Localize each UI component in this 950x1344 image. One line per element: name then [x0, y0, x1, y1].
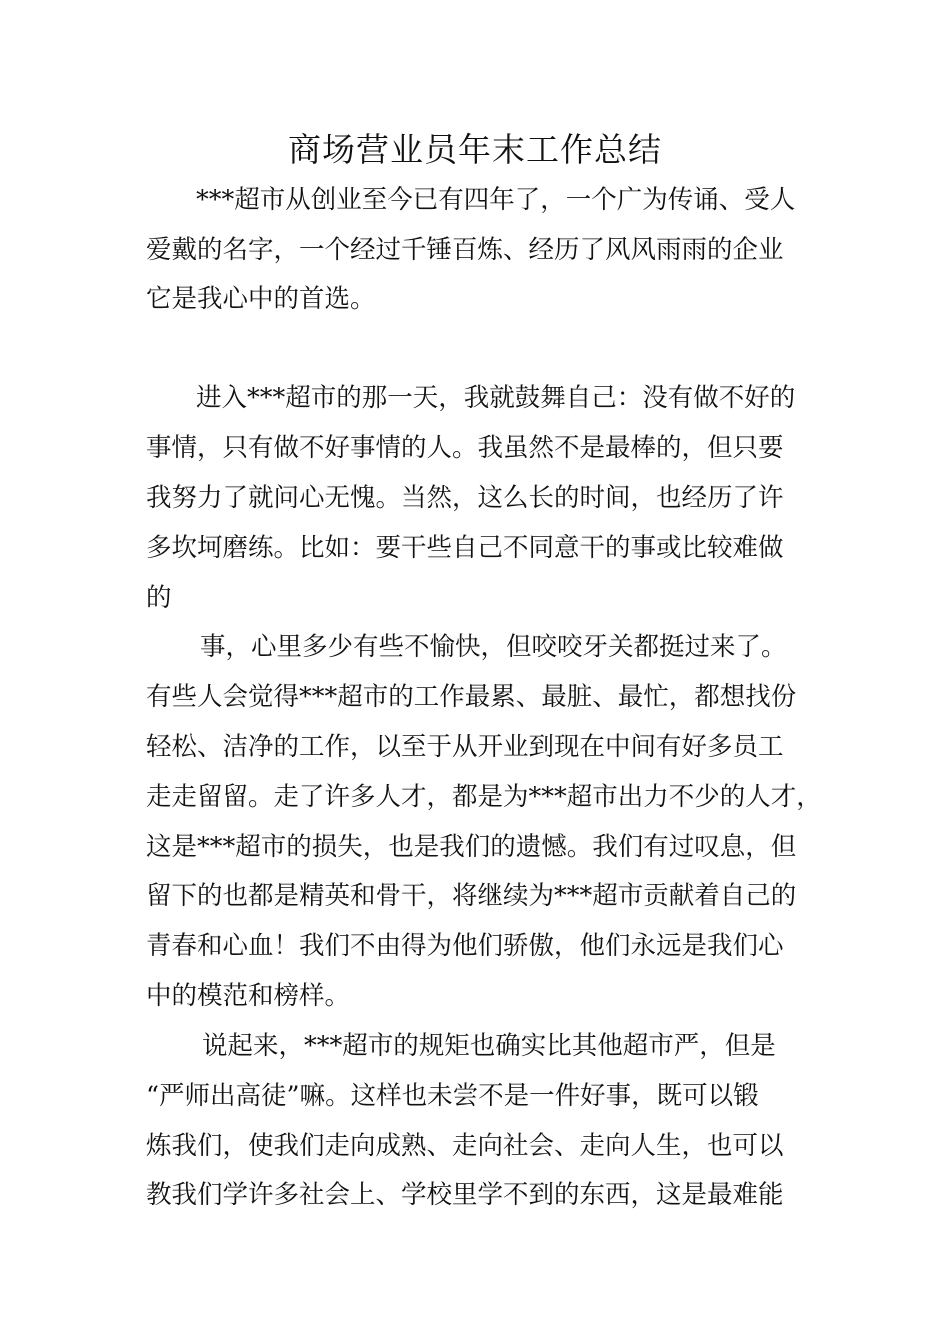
text-line: 留下的也都是精英和骨干，将继续为***超市贡献着自己的 — [146, 881, 797, 911]
text-line: 进入***超市的那一天，我就鼓舞自己：没有做不好的 — [196, 383, 796, 413]
text-line: 多坎坷磨练。比如：要干些自己不同意干的事或比较难做 — [146, 533, 784, 563]
text-line: 它是我心中的首选。 — [146, 284, 376, 314]
text-line: 走走留留。走了许多人才，都是为***超市出力不少的人才， — [146, 782, 822, 812]
text-line: 事情，只有做不好事情的人。我虽然不是最棒的，但只要 — [146, 433, 784, 463]
text-line: 的 — [146, 583, 172, 613]
text-line: 这是***超市的损失，也是我们的遗憾。我们有过叹息，但 — [146, 832, 797, 862]
text-line: 说起来，***超市的规矩也确实比其他超市严，但是 — [202, 1031, 776, 1061]
document-title: 商场营业员年末工作总结 — [288, 130, 662, 169]
text-line: 爱戴的名字，一个经过千锤百炼、经历了风风雨雨的企业 — [146, 235, 784, 265]
text-line: 我努力了就问心无愧。当然，这么长的时间，也经历了许 — [146, 483, 784, 513]
text-line: 事，心里多少有些不愉快，但咬咬牙关都挺过来了。 — [200, 632, 787, 662]
text-line: 中的模范和榜样。 — [146, 981, 351, 1011]
text-line: 有些人会觉得***超市的工作最累、最脏、最忙，都想找份 — [146, 682, 797, 712]
text-line: 教我们学许多社会上、学校里学不到的东西，这是最难能 — [146, 1180, 784, 1210]
text-line: ***超市从创业至今已有四年了，一个广为传诵、受人 — [196, 185, 796, 215]
text-line: 青春和心血！我们不由得为他们骄傲，他们永远是我们心 — [146, 931, 784, 961]
text-line: “严师出高徒”嘛。这样也未尝不是一件好事，既可以锻 — [146, 1081, 759, 1111]
text-line: 轻松、洁净的工作，以至于从开业到现在中间有好多员工 — [146, 732, 784, 762]
text-line: 炼我们，使我们走向成熟、走向社会、走向人生，也可以 — [146, 1131, 784, 1161]
